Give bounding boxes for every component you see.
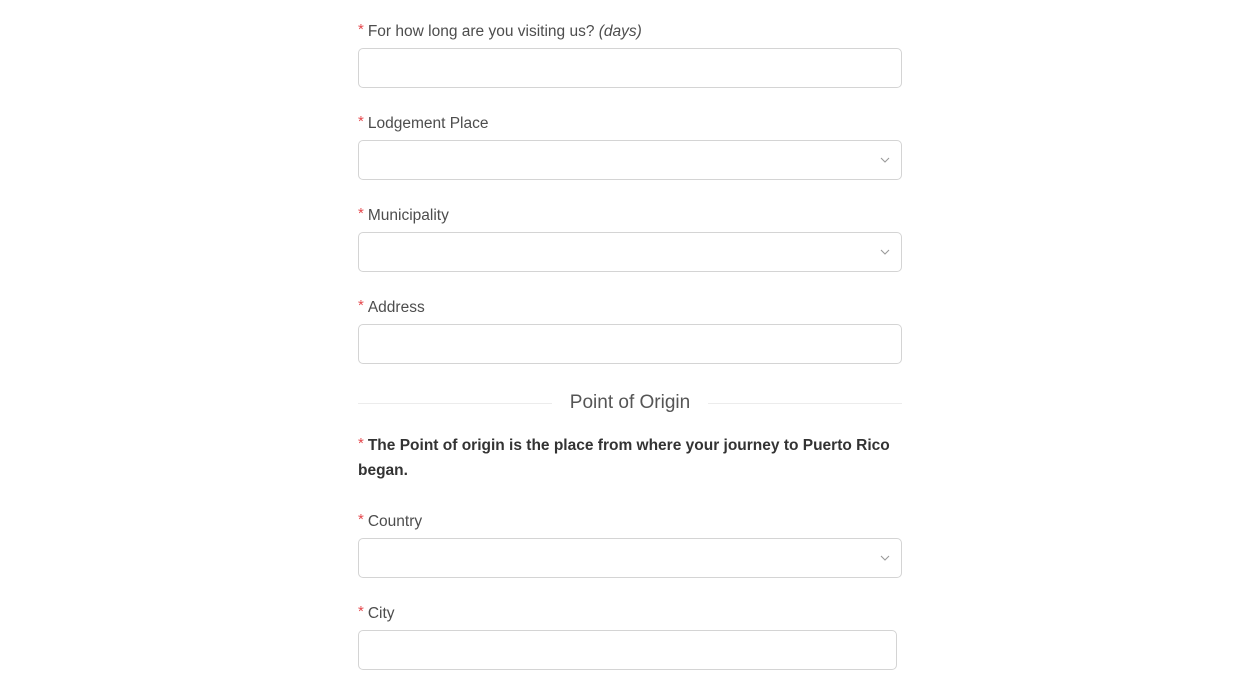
required-marker: * [358,297,364,314]
address-label [358,298,425,318]
section-title: Point of Origin [569,392,691,413]
point-of-origin-notice [358,433,902,483]
city-field[interactable] [358,630,897,670]
divider-line-right [708,403,902,404]
municipality-label-text: Municipality [367,207,449,224]
country-label [358,512,422,532]
chevron-down-icon[interactable] [880,247,890,257]
required-marker: * [358,435,364,452]
required-marker: * [358,603,364,620]
chevron-down-icon[interactable] [880,155,890,165]
chevron-down-icon[interactable] [880,553,890,563]
address-input[interactable] [359,325,901,363]
lodgement-place-label-text: Lodgement Place [367,115,489,132]
required-marker: * [358,511,364,528]
city-label [358,604,395,624]
city-input[interactable] [359,631,896,669]
address-field[interactable] [358,324,902,364]
visit-length-label [358,22,642,42]
address-label-text: Address [367,299,425,316]
lodgement-place-select[interactable] [358,140,902,180]
municipality-select[interactable] [358,232,902,272]
required-marker: * [358,113,364,130]
required-marker: * [358,205,364,222]
visit-length-input[interactable] [359,49,901,87]
notice-text: The Point of origin is the place from where your journey to Puerto Rico began. [358,437,890,479]
lodgement-place-label [358,114,488,134]
country-select[interactable] [358,538,902,578]
visit-length-label-text: For how long are you visiting us? [367,23,595,40]
visit-length-field[interactable] [358,48,902,88]
city-label-text: City [367,605,395,622]
country-label-text: Country [367,513,423,530]
municipality-label [358,206,449,226]
section-divider [358,388,902,418]
required-marker: * [358,21,364,38]
visit-length-unit: (days) [598,23,642,40]
